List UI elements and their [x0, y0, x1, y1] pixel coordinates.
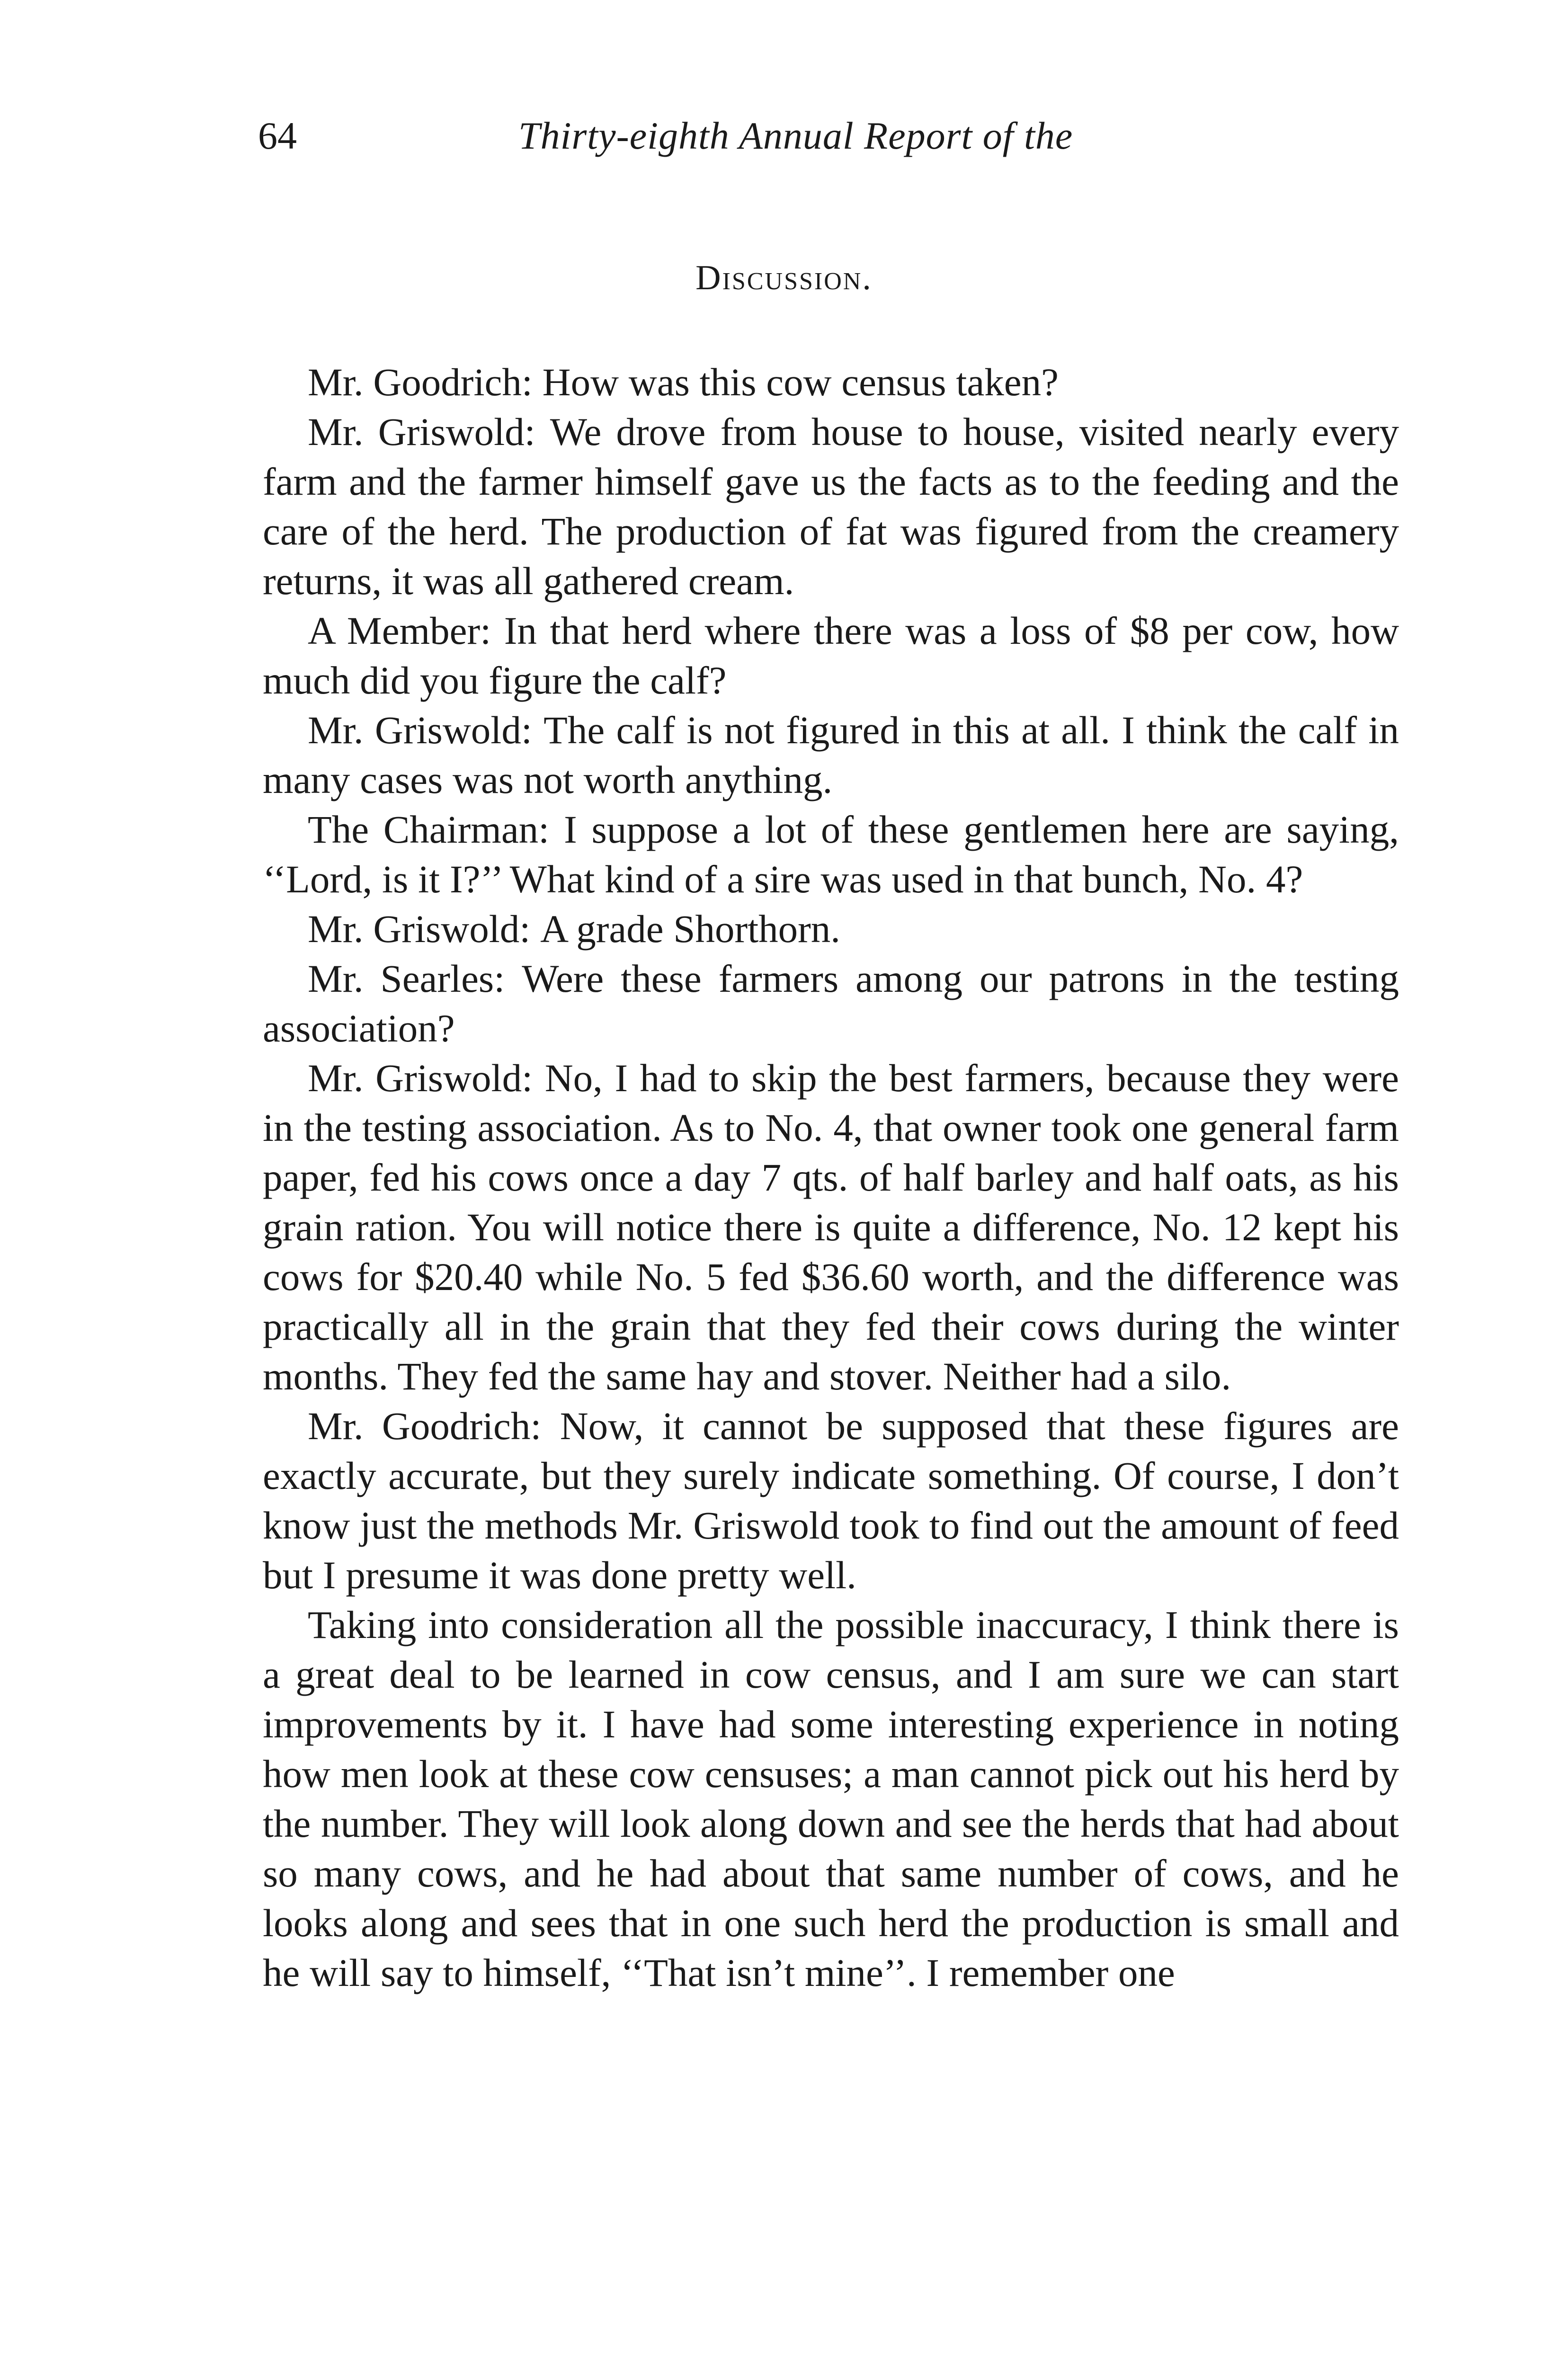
paragraph	[263, 954, 1399, 1053]
speech-text: I suppose a lot of these gentlemen here are saying, ‘‘Lord, is it I?’’ What kind of a sire was used in that bunch, No. 4?	[263, 808, 1399, 901]
paragraph	[263, 1600, 1399, 1998]
speaker-name: Mr. Griswold:	[308, 708, 532, 752]
speech-text: In that herd where there was a loss of $8 per cow, how much did you figure the calf?	[263, 609, 1399, 702]
running-head	[258, 114, 1404, 166]
speech-text: Taking into consideration all the possible inaccuracy, I think there is a great deal to be learned in cow census, and I am sure we can start improvements by it. I have had some interesting experience in noting how men look at these cow censuses; a man cannot pick out his herd by the number. They will look along down and see the herds that had about so many cows, and he had about that same number of cows, and he looks along and sees that in one such herd the production is small and he will say to himself, ‘‘That isn’t mine’’. I remember one	[263, 1603, 1399, 1994]
speaker-name: Mr. Searles:	[308, 957, 505, 1000]
paragraph	[263, 904, 1399, 954]
paragraph	[263, 805, 1399, 904]
paragraph	[263, 407, 1399, 606]
body-text	[263, 357, 1399, 1998]
speaker-name: Mr. Goodrich:	[308, 1404, 542, 1448]
speech-text: We drove from house to house, visited nearly every farm and the farmer himself gave us the facts as to the feeding and the care of the herd. The production of fat was figured from the creamery returns, it was all gathered cream.	[263, 410, 1399, 603]
paragraph	[263, 357, 1399, 407]
speaker-name: Mr. Griswold:	[308, 410, 535, 454]
section-title: Discussion.	[695, 258, 873, 297]
speech-text: A grade Shorthorn.	[540, 907, 841, 951]
speech-text: No, I had to skip the best farmers, because they were in the testing association. As to No. 4, that owner took one general farm paper, fed his cows once a day 7 qts. of half barley and half oats, as his grain ration. You will notice there is quite a difference, No. 12 kept his cows for $20.40 while No. 5 fed $36.60 worth, and the difference was practically all in the grain that they fed their cows during the winter months. They fed the same hay and stover. Neither had a silo.	[263, 1056, 1399, 1398]
speaker-name: Mr. Griswold:	[308, 907, 531, 951]
paragraph	[263, 606, 1399, 705]
running-title: Thirty-eighth Annual Report of the	[518, 114, 1073, 157]
speech-text: The calf is not figured in this at all. I think the calf in many cases was not worth anything.	[263, 708, 1399, 801]
speaker-name: Mr. Griswold:	[308, 1056, 533, 1100]
page-number: 64	[258, 114, 297, 157]
speech-text: Were these farmers among our patrons in the testing association?	[263, 957, 1399, 1050]
speech-text: How was this cow census taken?	[542, 360, 1059, 404]
paragraph	[263, 705, 1399, 805]
paragraph	[263, 1401, 1399, 1600]
speaker-name: Mr. Goodrich:	[308, 360, 533, 404]
speaker-name: A Member:	[308, 609, 491, 652]
speech-text: Now, it cannot be supposed that these figures are exactly accurate, but they surely indicate something. Of course, I don’t know just the methods Mr. Griswold took to find out the amount of feed but I presume it was done pretty well.	[263, 1404, 1399, 1597]
speaker-name: The Chairman:	[308, 808, 550, 851]
paragraph	[263, 1053, 1399, 1401]
